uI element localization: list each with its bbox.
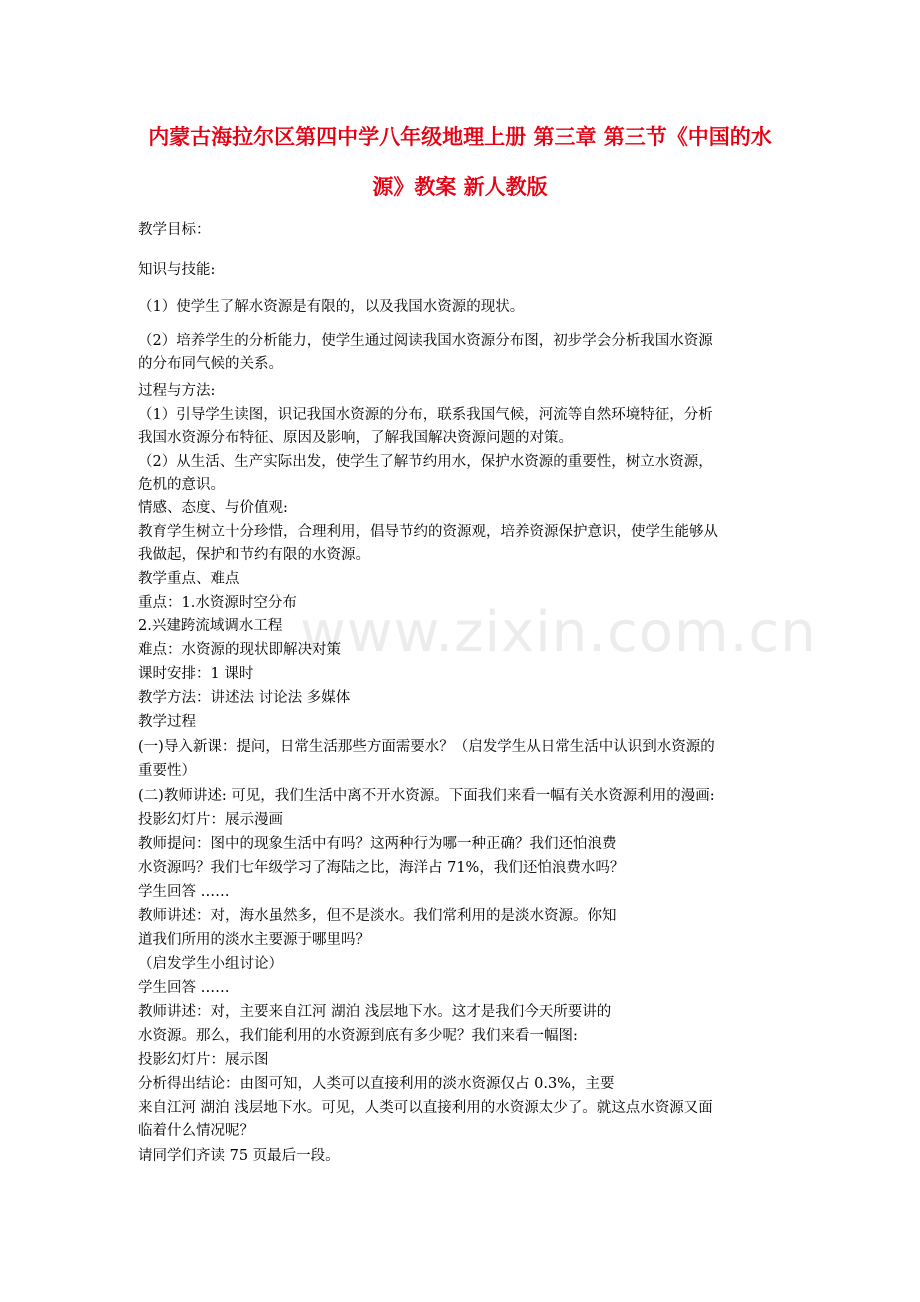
body-line: 来自江河 湖泊 浅层地下水。可见，人类可以直接利用的水资源太少了。就这点水资源又面 (138, 1100, 713, 1116)
body-line: 教学目标： (138, 222, 211, 238)
body-line: 道我们所用的淡水主要源于哪里吗？ (138, 932, 370, 948)
body-line: 水资源。那么，我们能利用的水资源到底有多少呢？我们来看一幅图: (138, 1028, 578, 1044)
title-line-2: 源》教案 新人教版 (372, 175, 548, 199)
title-line-1: 内蒙古海拉尔区第四中学八年级地理上册 第三章 第三节《中国的水 (148, 125, 772, 149)
body-line: 情感、态度、与价值观: (138, 500, 288, 516)
watermark: www.zixin.com.cn (300, 600, 817, 665)
body-line: 临着什么情况呢？ (138, 1123, 254, 1139)
body-line: 课时安排：1 课时 (138, 666, 254, 682)
body-line: （2）培养学生的分析能力，使学生通过阅读我国水资源分布图，初步学会分析我国水资源 (138, 333, 713, 349)
body-line: 投影幻灯片：展示漫画 (138, 812, 283, 828)
body-line: 学生回答 …… (138, 980, 230, 996)
body-line: 教学过程 (138, 714, 196, 730)
body-line: 教育学生树立十分珍惜，合理利用，倡导节约的资源观，培养资源保护意识，使学生能够从 (138, 524, 718, 540)
body-line: 危机的意识。 (138, 477, 225, 493)
body-line: 分析得出结论：由图可知，人类可以直接利用的淡水资源仅占 0.3%，主要 (138, 1076, 615, 1092)
body-line: （1）使学生了解水资源是有限的，以及我国水资源的现状。 (138, 299, 525, 315)
body-line: 过程与方法: (138, 383, 216, 399)
body-line: 学生回答 …… (138, 884, 230, 900)
body-line: 的分布同气候的关系。 (138, 356, 283, 372)
body-line: 教师讲述：对，主要来自江河 湖泊 浅层地下水。这才是我们今天所要讲的 (138, 1004, 612, 1020)
document-title (120, 112, 800, 212)
body-line: 重要性） (138, 763, 196, 779)
body-line: 水资源吗？我们七年级学习了海陆之比，海洋占 71%，我们还怕浪费水吗？ (138, 860, 625, 876)
body-line: 重点：1.水资源时空分布 (138, 595, 297, 611)
body-line: 教师提问：图中的现象生活中有吗？这两种行为哪一种正确？我们还怕浪费 (138, 836, 617, 852)
body-line: 投影幻灯片：展示图 (138, 1052, 269, 1068)
body-line: （1）引导学生读图，识记我国水资源的分布，联系我国气候，河流等自然环境特征，分析 (138, 407, 713, 423)
body-line: 教学方法：讲述法 讨论法 多媒体 (138, 690, 351, 706)
body-line: 难点：水资源的现状即解决对策 (138, 642, 341, 658)
body-line: 教学重点、难点 (138, 571, 240, 587)
body-line: （2）从生活、生产实际出发，使学生了解节约用水，保护水资源的重要性，树立水资源， (138, 454, 713, 470)
body-line: 教师讲述：对，海水虽然多，但不是淡水。我们常利用的是淡水资源。你知 (138, 908, 617, 924)
body-line: 知识与技能: (138, 262, 216, 278)
body-line: (二)教师讲述: 可见，我们生活中离不开水资源。下面我们来看一幅有关水资源利用的漫画: (138, 788, 715, 804)
body-line: 我国水资源分布特征、原因及影响，了解我国解决资源问题的对策。 (138, 430, 573, 446)
body-line: 我做起，保护和节约有限的水资源。 (138, 547, 370, 563)
body-line: （启发学生小组讨论） (138, 956, 283, 972)
body-line: 2.兴建跨流域调水工程 (138, 618, 283, 634)
body-line: 请同学们齐读 75 页最后一段。 (138, 1148, 340, 1164)
body-line: (一)导入新课：提问，日常生活那些方面需要水？（启发学生从日常生活中认识到水资源的 (138, 739, 715, 755)
